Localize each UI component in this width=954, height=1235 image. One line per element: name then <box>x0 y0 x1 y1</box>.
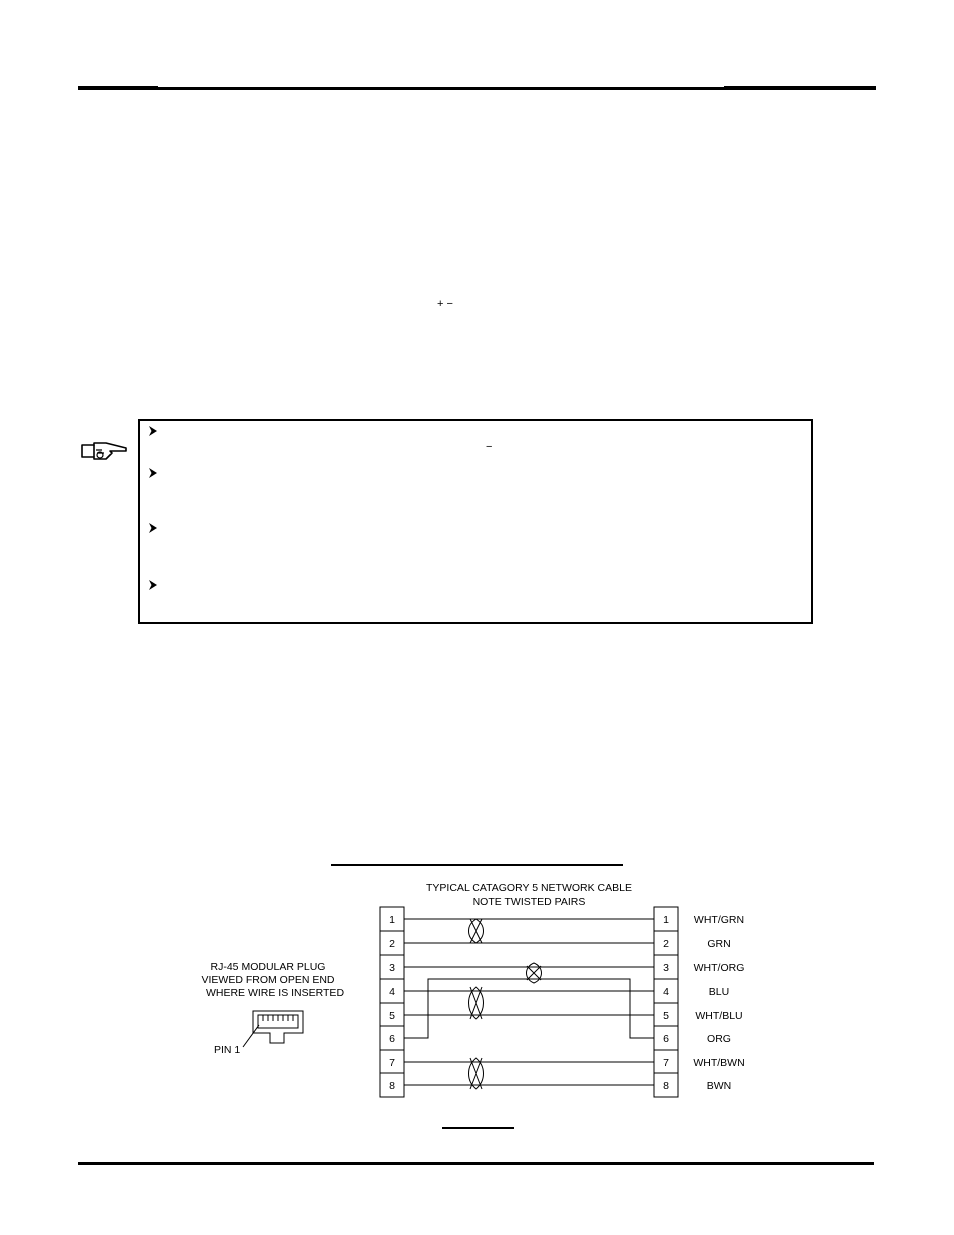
wire-color-5: WHT/BLU <box>695 1010 743 1022</box>
cable-title-line2: NOTE TWISTED PAIRS <box>472 896 586 908</box>
plus-minus-symbol: + − <box>437 298 453 310</box>
left-pin-5: 5 <box>389 1010 395 1022</box>
wire-color-2: GRN <box>707 938 731 950</box>
right-pin-3: 3 <box>663 962 669 974</box>
pin-1-label: PIN 1 <box>214 1044 241 1056</box>
wire-color-6: ORG <box>707 1033 731 1045</box>
twist-7-8 <box>469 1058 484 1089</box>
left-pin-1: 1 <box>389 914 395 926</box>
wire-color-1: WHT/GRN <box>693 914 745 926</box>
footer-rule <box>78 1162 874 1165</box>
right-pin-1: 1 <box>663 914 669 926</box>
wire-6 <box>404 979 654 1038</box>
right-pin-7: 7 <box>663 1057 669 1069</box>
cable-title-line1: TYPICAL CATAGORY 5 NETWORK CABLE <box>426 882 632 894</box>
wire-color-3: WHT/ORG <box>693 962 745 974</box>
wire-color-7: WHT/BWN <box>693 1057 745 1069</box>
right-pin-4: 4 <box>663 986 669 998</box>
wire-color-4: BLU <box>708 986 730 998</box>
wire-color-8: BWN <box>706 1080 732 1092</box>
left-pin-6: 6 <box>389 1033 395 1045</box>
right-pin-8: 8 <box>663 1080 669 1092</box>
plug-caption-line2: VIEWED FROM OPEN END <box>201 974 335 986</box>
left-pin-8: 8 <box>389 1080 395 1092</box>
plug-caption-line3: WHERE WIRE IS INSERTED <box>205 987 345 999</box>
twist-3-6 <box>527 963 542 983</box>
twist-1-2 <box>469 919 484 943</box>
note-minus-symbol: − <box>486 441 493 453</box>
twist-4-5 <box>469 987 484 1019</box>
right-pin-5: 5 <box>663 1010 669 1022</box>
left-pin-2: 2 <box>389 938 395 950</box>
right-pin-6: 6 <box>663 1033 669 1045</box>
left-pin-7: 7 <box>389 1057 395 1069</box>
right-pin-2: 2 <box>663 938 669 950</box>
left-pin-4: 4 <box>389 986 395 998</box>
left-pin-3: 3 <box>389 962 395 974</box>
plug-caption-line1: RJ-45 MODULAR PLUG <box>210 961 326 973</box>
pin-1-leader <box>243 1025 259 1047</box>
